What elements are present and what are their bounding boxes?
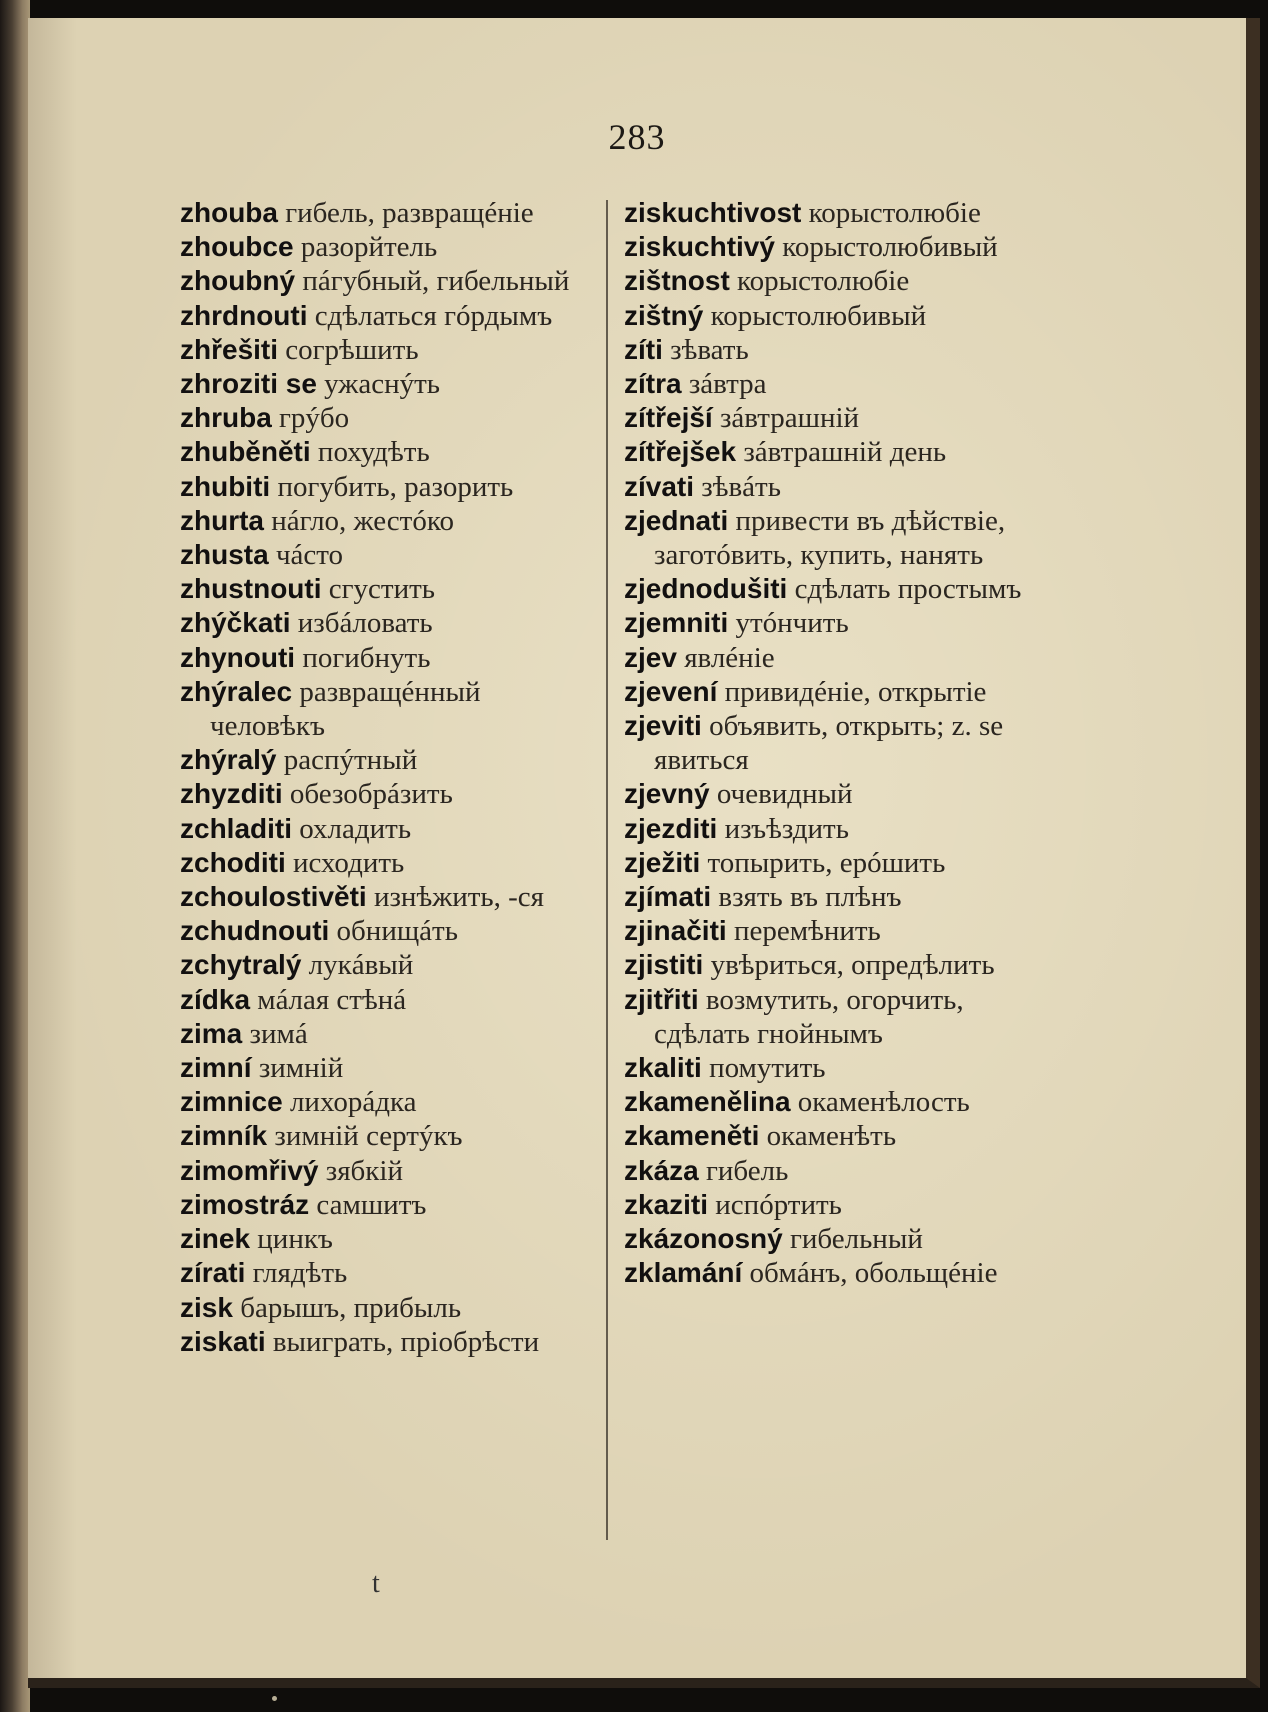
scan-speck [272, 1696, 277, 1701]
dictionary-entry [180, 230, 590, 264]
entry-translation: возмутить, огорчить, сдѣлать гнойнымъ [654, 983, 964, 1050]
entry-translation: корыстолюбивый [782, 231, 998, 264]
entry-translation: обезобрáзить [289, 778, 453, 811]
entry-headword: ziskuchtivost [624, 197, 802, 228]
dictionary-entry [624, 675, 1049, 709]
entry-headword: zjednati [624, 504, 729, 536]
dictionary-entry [624, 846, 1049, 880]
entry-headword: zírati [180, 1257, 246, 1289]
dictionary-entry [624, 709, 1049, 777]
entry-headword: zhubiti [180, 470, 271, 502]
entry-headword: zkázonosný [624, 1223, 783, 1255]
entry-translation: похудѣть [317, 436, 430, 469]
entry-translation: зябкій [325, 1154, 403, 1187]
page-number: 283 [608, 117, 666, 157]
entry-translation: зáвтра [688, 368, 767, 401]
entry-headword: zítra [624, 368, 682, 400]
dictionary-entry [180, 196, 590, 230]
entry-translation: корыстолюбіе [808, 197, 981, 229]
entry-headword: zhoubce [180, 231, 294, 263]
entry-headword: zídka [180, 983, 251, 1015]
dictionary-entry [624, 196, 1049, 230]
entry-headword: zhusta [180, 539, 269, 571]
entry-headword: zíti [624, 333, 663, 365]
entry-translation: зѣвать [670, 333, 749, 366]
entry-headword: zhýralec [180, 675, 293, 707]
entry-translation: погубить, разорить [277, 470, 514, 503]
entry-headword: zimní [180, 1052, 252, 1084]
dictionary-entry [624, 572, 1049, 606]
dictionary-entry [180, 1222, 590, 1256]
entry-translation: обмáнъ, обольщéніе [749, 1257, 998, 1290]
entry-translation: гибель [705, 1154, 789, 1187]
entry-headword: zhoubný [180, 265, 296, 297]
entry-translation: изнѣжить, -ся [373, 881, 545, 914]
entry-translation: взять въ плѣнъ [718, 881, 902, 914]
entry-translation: перемѣнить [733, 915, 881, 948]
entry-headword: zištnost [624, 265, 730, 297]
dictionary-entry [624, 299, 1049, 333]
dictionary-entry [180, 641, 590, 675]
entry-translation: ужаснýть [324, 368, 440, 401]
entry-headword: zhuběněti [180, 436, 311, 468]
entry-headword: zjistiti [624, 949, 704, 981]
entry-translation: изъѣздить [724, 812, 849, 845]
entry-headword: zjevení [624, 675, 718, 707]
dictionary-entry [624, 1154, 1049, 1188]
dictionary-entry [624, 812, 1049, 846]
entry-translation: развращéнный человѣкъ [210, 675, 481, 743]
dictionary-entry [180, 1017, 590, 1051]
entry-headword: zchoulostivěti [180, 881, 367, 913]
entry-headword: zhroziti se [180, 368, 317, 400]
entry-headword: zhynouti [180, 641, 296, 673]
entry-headword: zima [180, 1017, 243, 1049]
entry-translation: разорйтель [300, 231, 438, 264]
entry-headword: zkaliti [624, 1052, 702, 1084]
entry-translation: испóртить [715, 1188, 842, 1221]
entry-translation: зѣвáть [701, 470, 781, 503]
column-divider [606, 200, 608, 1540]
entry-headword: zkaziti [624, 1188, 709, 1220]
entry-headword: ziskuchtivý [624, 231, 775, 263]
entry-headword: zchytralý [180, 949, 302, 981]
entry-translation: зáвтрашній день [743, 436, 947, 469]
entry-headword: zjezditi [624, 812, 718, 844]
entry-headword: zhýralý [180, 744, 277, 776]
book-spine [0, 0, 30, 1712]
dictionary-entry [624, 401, 1049, 435]
dictionary-entry [180, 1188, 590, 1222]
entry-translation: лихорáдка [289, 1086, 417, 1119]
entry-headword: zhruba [180, 402, 272, 434]
entry-headword: zítřejšek [624, 436, 737, 468]
dictionary-entry [180, 983, 590, 1017]
entry-translation: цинкъ [257, 1223, 333, 1256]
entry-headword: zjinačiti [624, 915, 727, 947]
entry-translation: самшитъ [316, 1188, 427, 1221]
entry-headword: zklamání [624, 1257, 743, 1289]
entry-translation: окаменѣть [766, 1120, 897, 1153]
dictionary-entry [180, 1119, 590, 1153]
entry-headword: zjímati [624, 881, 712, 913]
entry-headword: zjitřiti [624, 983, 699, 1015]
dictionary-entry [180, 1085, 590, 1119]
dictionary-entry [624, 470, 1049, 504]
dictionary-entry [624, 880, 1049, 914]
entry-headword: zimnice [180, 1086, 283, 1118]
entry-headword: zhustnouti [180, 573, 322, 605]
dictionary-entry [180, 367, 590, 401]
dictionary-entry [180, 1154, 590, 1188]
entry-translation: объявить, открыть; z. se явиться [654, 710, 1004, 777]
entry-translation: сгустить [328, 573, 436, 606]
entry-translation: мáлая стѣнá [257, 983, 407, 1016]
dictionary-entry [624, 264, 1049, 298]
dictionary-entry [624, 367, 1049, 401]
dictionary-entry [624, 606, 1049, 640]
entry-headword: zjeviti [624, 710, 702, 742]
entry-translation: увѣриться, опредѣлить [710, 949, 995, 982]
entry-translation: охладить [299, 812, 412, 845]
entry-headword: ziskati [180, 1325, 266, 1357]
dictionary-entry [624, 914, 1049, 948]
dictionary-entry [180, 948, 590, 982]
dictionary-entry [624, 1256, 1049, 1290]
entry-headword: zinek [180, 1223, 251, 1255]
entry-translation: выиграть, пріобрѣсти [272, 1325, 540, 1358]
entry-translation: чáсто [275, 539, 344, 572]
left-column [180, 196, 590, 1359]
dictionary-entry [180, 1256, 590, 1290]
dictionary-entry [624, 1222, 1049, 1256]
entry-headword: zjednodušiti [624, 573, 788, 605]
dictionary-entry [180, 435, 590, 469]
footer-mark: t [372, 1568, 380, 1599]
dictionary-entry [624, 1051, 1049, 1085]
entry-translation: пáгубный, гибельный [302, 265, 570, 298]
entry-headword: zkamenělina [624, 1086, 791, 1118]
entry-headword: zhýčkati [180, 607, 291, 639]
dictionary-entry [180, 470, 590, 504]
dictionary-entry [180, 812, 590, 846]
entry-translation: очевидный [716, 778, 853, 811]
entry-translation: сдѣлать простымъ [794, 573, 1022, 606]
entry-headword: zkáza [624, 1154, 699, 1186]
entry-translation: исходить [293, 846, 405, 879]
dictionary-entry [180, 1325, 590, 1359]
entry-headword: zkameněti [624, 1120, 760, 1152]
entry-translation: обнищáть [336, 915, 458, 948]
entry-headword: zisk [180, 1291, 233, 1323]
entry-headword: zhyzditi [180, 778, 283, 810]
entry-translation: гибель, развращéніе [285, 197, 534, 229]
dictionary-entry [624, 1085, 1049, 1119]
entry-translation: сдѣлаться гóрдымъ [314, 299, 553, 332]
dictionary-entry [624, 641, 1049, 675]
entry-headword: zjevný [624, 778, 710, 810]
entry-translation: явлéніе [684, 641, 775, 674]
dictionary-entry [624, 1119, 1049, 1153]
dictionary-entry [180, 606, 590, 640]
dictionary-entry [624, 504, 1049, 572]
entry-translation: утóнчить [735, 607, 849, 640]
entry-translation: избáловать [297, 607, 433, 640]
entry-translation: гибельный [789, 1223, 923, 1256]
dictionary-entry [624, 333, 1049, 367]
entry-translation: распýтный [283, 744, 418, 777]
entry-translation: корыстолюбивый [710, 299, 927, 332]
dictionary-entry [180, 880, 590, 914]
entry-translation: барышъ, прибыль [240, 1291, 462, 1324]
dictionary-entry [624, 777, 1049, 811]
entry-translation: зимá [249, 1017, 308, 1050]
entry-headword: zježiti [624, 846, 701, 878]
dictionary-entry [180, 1291, 590, 1325]
dictionary-entry [180, 777, 590, 811]
dictionary-entry [624, 435, 1049, 469]
entry-translation: грýбо [279, 402, 350, 435]
dictionary-entry [180, 572, 590, 606]
entry-headword: zimomřivý [180, 1154, 319, 1186]
dictionary-entry [624, 230, 1049, 264]
entry-translation: зимній [258, 1052, 344, 1085]
entry-translation: глядѣть [252, 1257, 348, 1290]
entry-headword: zhouba [180, 197, 278, 228]
dictionary-entry [180, 1051, 590, 1085]
dictionary-entry [180, 333, 590, 367]
entry-headword: zimník [180, 1120, 268, 1152]
entry-translation: привести въ дѣйствіе, заготóвить, купить, нанять [654, 504, 1006, 572]
entry-headword: zívati [624, 470, 695, 502]
entry-translation: лукáвый [308, 949, 414, 982]
entry-headword: zjemniti [624, 607, 729, 639]
dictionary-page [28, 18, 1260, 1688]
entry-translation: зимній сертýкъ [274, 1120, 463, 1153]
entry-translation: окаменѣлость [797, 1086, 970, 1119]
dictionary-entry [624, 983, 1049, 1051]
dictionary-entry [180, 299, 590, 333]
entry-translation: погибнуть [302, 641, 431, 674]
dictionary-entry [624, 948, 1049, 982]
dictionary-entry [180, 675, 590, 743]
entry-headword: zimostráz [180, 1188, 310, 1220]
entry-headword: zchoditi [180, 846, 286, 878]
entry-headword: zhřešiti [180, 333, 279, 365]
right-column [624, 196, 1049, 1291]
entry-headword: zhurta [180, 504, 264, 536]
entry-headword: zítřejší [624, 402, 713, 434]
dictionary-entry [180, 846, 590, 880]
dictionary-entry [180, 538, 590, 572]
entry-translation: корыстолюбіе [737, 265, 910, 298]
entry-headword: zjev [624, 641, 677, 673]
entry-translation: зáвтрашній [719, 402, 860, 435]
entry-translation: помутить [709, 1052, 826, 1085]
entry-translation: топырить, ерóшить [707, 846, 946, 879]
dictionary-entry [180, 401, 590, 435]
entry-headword: zchudnouti [180, 915, 330, 947]
dictionary-entry [180, 914, 590, 948]
dictionary-entry [180, 743, 590, 777]
dictionary-entry [624, 1188, 1049, 1222]
entry-translation: согрѣшить [285, 333, 419, 366]
dictionary-entry [180, 504, 590, 538]
entry-translation: привидéніе, открытіе [724, 675, 987, 708]
dictionary-entry [180, 264, 590, 298]
entry-headword: zhrdnouti [180, 299, 308, 331]
entry-headword: zištný [624, 299, 704, 331]
entry-translation: нáгло, жестóко [271, 504, 454, 537]
entry-headword: zchladiti [180, 812, 293, 844]
